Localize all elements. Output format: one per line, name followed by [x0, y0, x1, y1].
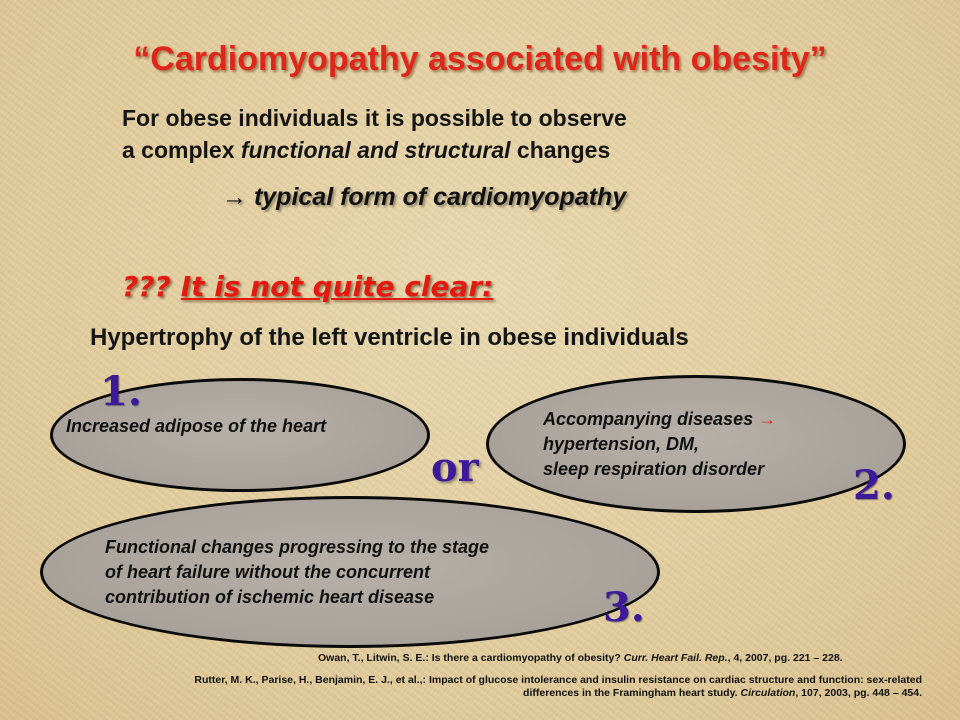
reference-2-title-end: differences in the Framingham heart study. — [523, 687, 741, 699]
option-1-number: 1. — [100, 368, 142, 415]
reference-1-authors: Owan, T., Litwin, S. E.: Is there a cardiomyopathy of obesity? — [318, 652, 624, 664]
option-2-text — [543, 407, 776, 482]
reference-2 — [194, 674, 922, 700]
option-2-arrow: → — [758, 409, 777, 429]
hypertrophy-heading: Hypertrophy of the left ventricle in obese individuals — [90, 324, 689, 351]
reference-2-journal: Circulation — [740, 687, 796, 699]
reference-1-journal: Curr. Heart Fail. Rep. — [623, 652, 728, 664]
unclear-text: It is not quite clear: — [180, 270, 494, 303]
typical-form-text: → typical form of cardiomyopathy — [222, 183, 627, 211]
option-3-number: 3. — [603, 584, 645, 631]
intro-text — [122, 102, 627, 166]
intro-line-2-italic: functional and structural — [240, 137, 511, 163]
option-2-line-1 — [543, 407, 776, 432]
option-3-line-1: Functional changes progressing to the stage — [105, 537, 490, 557]
intro-line-2-end: changes — [510, 137, 611, 163]
reference-1 — [318, 652, 843, 665]
option-2-line-1-text: Accompanying diseases — [543, 409, 759, 429]
intro-line-2-start: a complex — [122, 137, 241, 163]
question-marks: ??? — [122, 270, 171, 303]
unclear-heading — [122, 270, 493, 303]
reference-1-details: , 4, 2007, pg. 221 – 228. — [727, 652, 843, 664]
intro-line-1: For obese individuals it is possible to observe — [122, 105, 627, 131]
option-3-text — [105, 535, 489, 610]
option-2-line-2: hypertension, DM, — [543, 434, 700, 454]
option-2-number: 2. — [853, 462, 895, 509]
option-2-line-3: sleep respiration disorder — [543, 459, 765, 479]
option-1-text: Increased adipose of the heart — [66, 416, 327, 436]
option-3-line-2: of heart failure without the concurrent — [105, 562, 431, 582]
reference-2-details: , 107, 2003, pg. 448 – 454. — [795, 687, 922, 699]
intro-line-2 — [122, 134, 627, 166]
reference-2-line-2 — [194, 687, 922, 700]
reference-2-line-1: Rutter, M. K., Parise, H., Benjamin, E. J., et al.,: Impact of glucose intolerance and insulin resistance on cardiac structure and function: sex-related — [194, 674, 922, 686]
or-connector: or — [431, 444, 479, 491]
option-3-line-3: contribution of ischemic heart disease — [105, 587, 435, 607]
slide-title: “Cardiomyopathy associated with obesity” — [133, 40, 827, 78]
